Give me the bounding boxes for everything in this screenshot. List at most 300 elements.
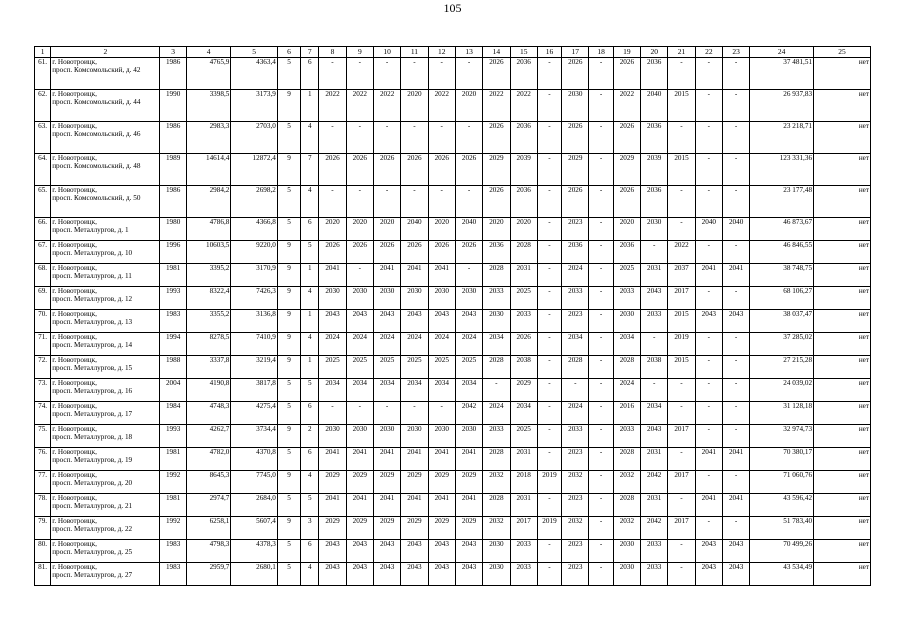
data-cell: -	[428, 186, 455, 218]
data-cell: -	[668, 540, 695, 563]
data-cell: -	[428, 58, 455, 90]
data-cell: 2020	[483, 218, 510, 241]
data-cell: 2043	[722, 310, 749, 333]
data-cell: -	[401, 122, 428, 154]
data-cell: 4765,9	[186, 58, 231, 90]
data-cell: 23 218,71	[750, 122, 814, 154]
data-cell: 3355,2	[186, 310, 231, 333]
data-cell: -	[722, 517, 749, 540]
data-cell: 5	[277, 563, 300, 586]
table-row	[35, 540, 871, 563]
data-cell: 2022	[613, 90, 640, 122]
data-cell: 1988	[160, 356, 186, 379]
data-cell: 2026	[455, 154, 482, 186]
data-cell: 2033	[562, 287, 589, 310]
data-cell: 2032	[562, 517, 589, 540]
data-cell: -	[589, 540, 613, 563]
data-cell: -	[695, 186, 722, 218]
data-cell: 31 128,18	[750, 402, 814, 425]
data-cell: 2026	[401, 154, 428, 186]
data-cell: 2020	[455, 90, 482, 122]
data-cell: 3337,8	[186, 356, 231, 379]
data-cell: 9	[277, 154, 300, 186]
data-cell: 9220,0	[231, 241, 278, 264]
data-cell: -	[668, 494, 695, 517]
column-header: 1	[35, 47, 51, 58]
data-cell: 2041	[695, 264, 722, 287]
data-cell: 9	[277, 471, 300, 494]
data-cell: 2028	[483, 448, 510, 471]
data-cell: 2023	[562, 218, 589, 241]
data-cell: -	[455, 122, 482, 154]
data-cell: 3398,5	[186, 90, 231, 122]
data-cell: 2	[301, 425, 319, 448]
address-city: г. Новотроицк,	[52, 494, 97, 502]
data-cell: -	[695, 241, 722, 264]
row-number: 69.	[35, 287, 51, 310]
data-cell: 2043	[455, 540, 482, 563]
data-cell: 1993	[160, 287, 186, 310]
data-cell: -	[346, 186, 373, 218]
data-cell: 2032	[483, 471, 510, 494]
data-cell: 2023	[562, 310, 589, 333]
data-cell: -	[373, 58, 400, 90]
data-cell: 2026	[613, 122, 640, 154]
data-cell: 2041	[319, 494, 346, 517]
data-cell: 2030	[455, 287, 482, 310]
address-cell	[51, 241, 160, 264]
column-header: 6	[277, 47, 300, 58]
data-cell: 2029	[428, 471, 455, 494]
data-cell: нет	[814, 186, 871, 218]
data-cell: 2039	[641, 154, 668, 186]
table-row	[35, 186, 871, 218]
data-cell: 2028	[562, 356, 589, 379]
data-cell: нет	[814, 379, 871, 402]
data-cell: -	[537, 402, 561, 425]
column-header: 16	[537, 47, 561, 58]
data-cell: 2041	[722, 264, 749, 287]
data-cell: 2034	[373, 379, 400, 402]
data-cell: -	[589, 333, 613, 356]
data-cell: 2043	[373, 310, 400, 333]
address-cell	[51, 379, 160, 402]
data-cell: 9	[277, 310, 300, 333]
table-row	[35, 90, 871, 122]
data-cell: 3817,8	[231, 379, 278, 402]
data-cell: -	[695, 402, 722, 425]
address-city: г. Новотроицк,	[52, 154, 97, 162]
address-cell	[51, 287, 160, 310]
address-street: просп. Металлургов, д. 21	[52, 502, 133, 511]
data-cell: 9	[277, 517, 300, 540]
data-cell: -	[589, 494, 613, 517]
row-number: 64.	[35, 154, 51, 186]
data-cell: 2033	[510, 310, 537, 333]
data-cell: -	[695, 471, 722, 494]
data-cell: 8645,3	[186, 471, 231, 494]
row-number: 72.	[35, 356, 51, 379]
data-cell: 2017	[668, 425, 695, 448]
data-cell: 2029	[401, 471, 428, 494]
data-cell: 2703,0	[231, 122, 278, 154]
data-cell: 3734,4	[231, 425, 278, 448]
row-number: 68.	[35, 264, 51, 287]
data-cell: 2043	[346, 310, 373, 333]
data-cell: -	[346, 58, 373, 90]
data-cell: 2020	[373, 218, 400, 241]
data-cell: 2030	[613, 310, 640, 333]
data-cell: 2031	[510, 264, 537, 287]
data-cell: -	[695, 333, 722, 356]
data-cell: 2017	[668, 471, 695, 494]
address-cell	[51, 402, 160, 425]
data-cell: 3219,4	[231, 356, 278, 379]
address-city: г. Новотроицк,	[52, 241, 97, 249]
data-cell: 6	[301, 540, 319, 563]
data-cell: -	[722, 379, 749, 402]
data-cell: 2023	[562, 540, 589, 563]
data-cell: 2017	[668, 287, 695, 310]
address-cell	[51, 154, 160, 186]
data-cell: 2029	[455, 517, 482, 540]
data-cell: -	[589, 287, 613, 310]
data-cell: 2041	[346, 494, 373, 517]
data-cell: -	[373, 122, 400, 154]
data-cell: 2023	[562, 563, 589, 586]
address-street: просп. Металлургов, д. 13	[52, 318, 133, 327]
data-cell: 2698,2	[231, 186, 278, 218]
data-cell: 2020	[401, 90, 428, 122]
address-street: просп. Металлургов, д. 25	[52, 548, 133, 557]
data-cell: 2025	[346, 356, 373, 379]
column-header: 13	[455, 47, 482, 58]
data-cell: 2043	[373, 563, 400, 586]
data-cell: 2026	[373, 154, 400, 186]
data-cell: 9	[277, 287, 300, 310]
row-number: 63.	[35, 122, 51, 154]
address-city: г. Новотроицк,	[52, 264, 97, 272]
data-cell: -	[695, 425, 722, 448]
data-cell: 2036	[510, 58, 537, 90]
table-row	[35, 425, 871, 448]
data-cell: 2043	[428, 563, 455, 586]
data-cell: 2040	[722, 218, 749, 241]
data-cell: 2030	[613, 540, 640, 563]
data-cell: -	[589, 218, 613, 241]
data-cell: -	[589, 241, 613, 264]
data-cell: -	[695, 356, 722, 379]
data-cell: 1983	[160, 310, 186, 333]
column-header: 19	[613, 47, 640, 58]
data-cell: 4	[301, 333, 319, 356]
data-cell: 4275,4	[231, 402, 278, 425]
address-city: г. Новотроицк,	[52, 402, 97, 410]
data-cell: 1994	[160, 333, 186, 356]
data-cell: 2043	[428, 310, 455, 333]
data-cell: 2041	[319, 448, 346, 471]
data-cell: 2043	[319, 540, 346, 563]
data-cell: 37 481,51	[750, 58, 814, 90]
data-cell: -	[722, 356, 749, 379]
column-header: 8	[319, 47, 346, 58]
data-cell: 2041	[373, 448, 400, 471]
data-cell: 2018	[510, 471, 537, 494]
data-cell: 2022	[373, 90, 400, 122]
data-cell: 2040	[401, 218, 428, 241]
data-cell: 2034	[641, 402, 668, 425]
data-cell: -	[589, 356, 613, 379]
data-cell: 2023	[562, 448, 589, 471]
data-cell: -	[537, 563, 561, 586]
data-cell: 2028	[483, 356, 510, 379]
data-cell: 2036	[510, 122, 537, 154]
data-cell: 2026	[373, 241, 400, 264]
data-cell: 2041	[455, 448, 482, 471]
address-city: г. Новотроицк,	[52, 186, 97, 194]
row-number: 77.	[35, 471, 51, 494]
address-cell	[51, 264, 160, 287]
row-number: 73.	[35, 379, 51, 402]
address-cell	[51, 563, 160, 586]
address-street: просп. Металлургов, д. 22	[52, 525, 133, 534]
data-cell: 2030	[319, 287, 346, 310]
table-row	[35, 264, 871, 287]
data-cell: 2043	[373, 540, 400, 563]
data-cell: -	[695, 379, 722, 402]
data-cell: нет	[814, 287, 871, 310]
data-cell: -	[562, 379, 589, 402]
column-header: 11	[401, 47, 428, 58]
data-cell: 2041	[401, 264, 428, 287]
data-cell: 2016	[613, 402, 640, 425]
data-cell: 6258,1	[186, 517, 231, 540]
data-cell: -	[537, 264, 561, 287]
data-cell: -	[589, 264, 613, 287]
data-cell: 2031	[641, 448, 668, 471]
address-cell	[51, 517, 160, 540]
data-cell: 2025	[373, 356, 400, 379]
data-cell: 4	[301, 287, 319, 310]
page-number: 105	[443, 1, 462, 15]
data-cell: нет	[814, 540, 871, 563]
column-header: 7	[301, 47, 319, 58]
data-cell: 2034	[510, 402, 537, 425]
data-cell: 2040	[455, 218, 482, 241]
data-cell: 2030	[562, 90, 589, 122]
data-cell: -	[695, 90, 722, 122]
data-cell: 7426,3	[231, 287, 278, 310]
data-cell: 2026	[483, 122, 510, 154]
data-cell: 2041	[319, 264, 346, 287]
data-cell: 12872,4	[231, 154, 278, 186]
data-cell: 2020	[319, 218, 346, 241]
data-cell: 2984,2	[186, 186, 231, 218]
data-cell: 4370,8	[231, 448, 278, 471]
data-cell: 2043	[722, 540, 749, 563]
address-cell	[51, 471, 160, 494]
data-cell: 2024	[319, 333, 346, 356]
row-number: 71.	[35, 333, 51, 356]
data-cell: 2036	[613, 241, 640, 264]
data-cell: 1	[301, 356, 319, 379]
data-cell: 2026	[562, 58, 589, 90]
data-cell: 2033	[613, 425, 640, 448]
data-cell: -	[537, 90, 561, 122]
data-cell: 2023	[562, 494, 589, 517]
table-row	[35, 448, 871, 471]
data-cell: 2036	[641, 122, 668, 154]
data-cell: -	[722, 425, 749, 448]
data-cell: 70 499,26	[750, 540, 814, 563]
data-cell: 2024	[455, 333, 482, 356]
data-cell: -	[589, 402, 613, 425]
data-cell: 2031	[641, 264, 668, 287]
data-cell: 2030	[401, 425, 428, 448]
data-cell: 2032	[613, 517, 640, 540]
data-cell: 2028	[483, 264, 510, 287]
row-number: 70.	[35, 310, 51, 333]
column-header: 23	[722, 47, 749, 58]
data-cell: -	[537, 310, 561, 333]
data-cell: 9	[277, 333, 300, 356]
data-cell: 5	[301, 494, 319, 517]
data-cell: -	[722, 402, 749, 425]
data-cell: 2025	[319, 356, 346, 379]
data-cell: 2036	[562, 241, 589, 264]
data-cell: -	[668, 402, 695, 425]
data-cell: 2025	[455, 356, 482, 379]
data-cell: 2043	[695, 563, 722, 586]
data-cell: -	[537, 287, 561, 310]
address-city: г. Новотроицк,	[52, 218, 97, 226]
data-cell: 2026	[428, 154, 455, 186]
address-cell	[51, 218, 160, 241]
table-row	[35, 310, 871, 333]
data-cell: -	[722, 90, 749, 122]
data-cell: 2043	[428, 540, 455, 563]
data-cell: 2043	[346, 540, 373, 563]
data-cell: 2019	[537, 471, 561, 494]
address-city: г. Новотроицк,	[52, 517, 97, 525]
data-cell: 2036	[641, 58, 668, 90]
address-city: г. Новотроицк,	[52, 425, 97, 433]
data-cell: 2024	[346, 333, 373, 356]
address-street: просп. Металлургов, д. 20	[52, 479, 133, 488]
data-cell: -	[537, 186, 561, 218]
data-cell: 2024	[428, 333, 455, 356]
data-cell: -	[722, 333, 749, 356]
data-cell: 2020	[428, 218, 455, 241]
table-row	[35, 333, 871, 356]
data-cell: 2043	[641, 425, 668, 448]
address-city: г. Новотроицк,	[52, 122, 97, 130]
column-header: 22	[695, 47, 722, 58]
data-cell: 2015	[668, 356, 695, 379]
data-cell: 2029	[373, 517, 400, 540]
data-cell: 2043	[401, 563, 428, 586]
data-cell: 2031	[510, 448, 537, 471]
data-cell: -	[668, 563, 695, 586]
data-cell: 46 873,67	[750, 218, 814, 241]
data-cell: нет	[814, 471, 871, 494]
data-cell: 2030	[428, 287, 455, 310]
address-cell	[51, 425, 160, 448]
data-cell: 2034	[562, 333, 589, 356]
data-cell: 2020	[346, 218, 373, 241]
data-cell: 2019	[537, 517, 561, 540]
address-city: г. Новотроицк,	[52, 90, 97, 98]
data-cell: -	[319, 402, 346, 425]
row-number: 81.	[35, 563, 51, 586]
address-cell	[51, 448, 160, 471]
data-cell: 2040	[695, 218, 722, 241]
column-header: 14	[483, 47, 510, 58]
data-cell: 2026	[483, 58, 510, 90]
data-cell: 4190,8	[186, 379, 231, 402]
table-row	[35, 471, 871, 494]
data-cell: 3170,9	[231, 264, 278, 287]
data-cell: 2029	[483, 154, 510, 186]
data-cell: 2024	[483, 402, 510, 425]
data-cell: 70 380,17	[750, 448, 814, 471]
data-cell: 5	[277, 448, 300, 471]
data-cell: -	[722, 287, 749, 310]
data-cell: 4782,0	[186, 448, 231, 471]
data-cell: 32 974,73	[750, 425, 814, 448]
data-cell: -	[455, 264, 482, 287]
column-header: 3	[160, 47, 186, 58]
data-cell: 2029	[562, 154, 589, 186]
data-cell: 4798,3	[186, 540, 231, 563]
data-cell: 4	[301, 122, 319, 154]
row-number: 65.	[35, 186, 51, 218]
data-cell: -	[589, 563, 613, 586]
column-header: 4	[186, 47, 231, 58]
data-cell: -	[373, 402, 400, 425]
data-cell: 4366,8	[231, 218, 278, 241]
data-cell: 6	[301, 402, 319, 425]
row-number: 66.	[35, 218, 51, 241]
address-city: г. Новотроицк,	[52, 333, 97, 341]
data-cell: -	[668, 122, 695, 154]
data-cell: нет	[814, 517, 871, 540]
column-header: 15	[510, 47, 537, 58]
address-cell	[51, 494, 160, 517]
data-cell: 2032	[562, 471, 589, 494]
row-number: 61.	[35, 58, 51, 90]
data-cell: -	[589, 58, 613, 90]
address-cell	[51, 540, 160, 563]
data-cell: 38 748,75	[750, 264, 814, 287]
data-cell: 2034	[483, 333, 510, 356]
data-cell: -	[589, 471, 613, 494]
data-cell: 2033	[562, 425, 589, 448]
data-cell: 9	[277, 264, 300, 287]
data-cell: нет	[814, 448, 871, 471]
table-row	[35, 356, 871, 379]
address-city: г. Новотроицк,	[52, 287, 97, 295]
data-cell: 2026	[346, 241, 373, 264]
data-cell: 2959,7	[186, 563, 231, 586]
data-cell: 2030	[373, 287, 400, 310]
address-city: г. Новотроицк,	[52, 356, 97, 364]
data-cell: -	[589, 448, 613, 471]
data-cell: 6	[301, 58, 319, 90]
data-cell: 2974,7	[186, 494, 231, 517]
data-cell: 2029	[455, 471, 482, 494]
data-cell: 9	[277, 425, 300, 448]
